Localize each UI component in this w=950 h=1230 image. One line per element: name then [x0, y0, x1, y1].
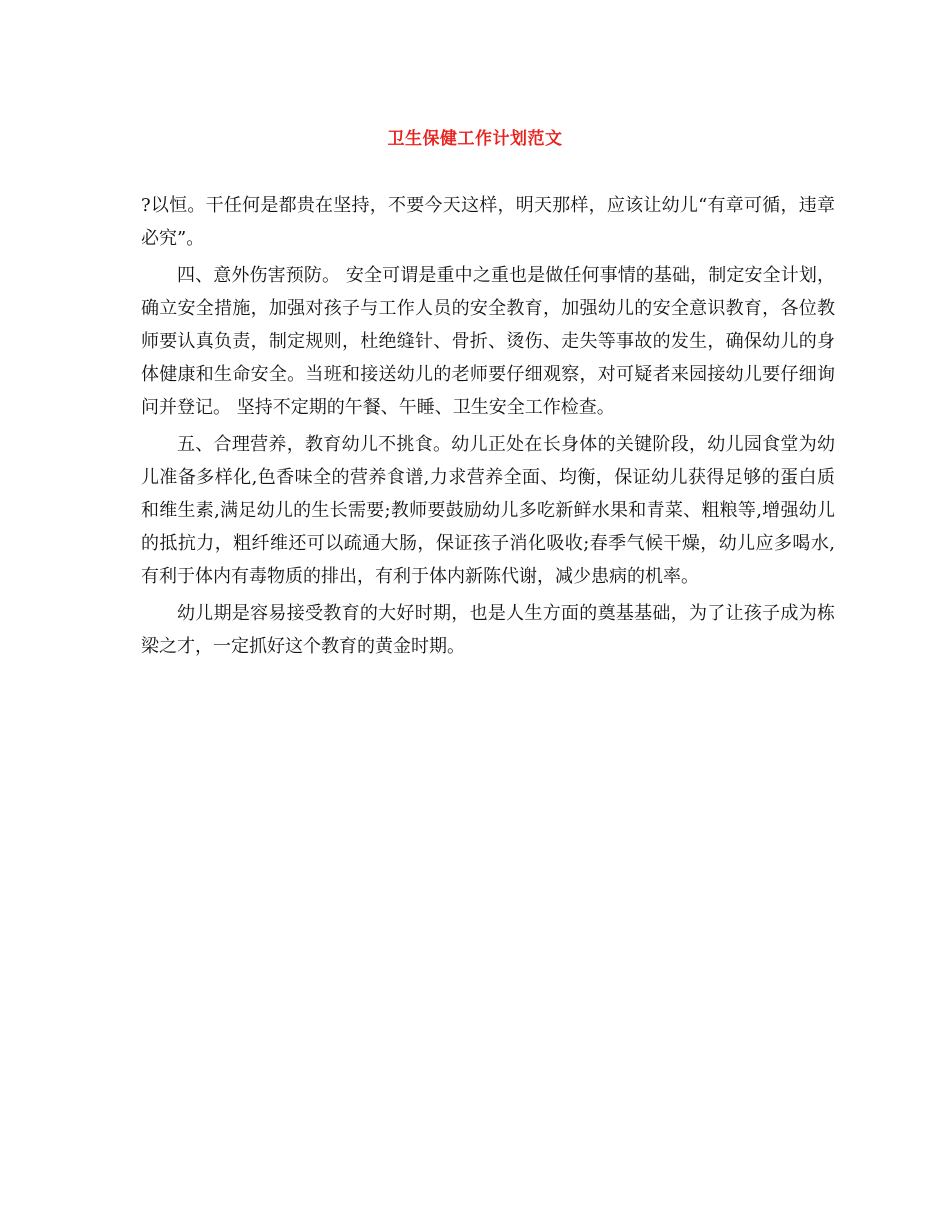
- document-title: 卫生保健工作计划范文: [387, 129, 563, 149]
- paragraph-2: 四、意外伤害预防。 安全可谓是重中之重也是做任何事情的基础，制定安全计划，确立安全措施，加强对孩子与工作人员的安全教育，加强幼儿的安全意识教育，各位教师要认真负责，制定规则，杜绝缝针、骨折、烫伤、走失等事故的发生，确保幼儿的身体健康和生命安全。当班和接送幼儿的老师要仔细观察，对可疑者来园接幼儿要仔细询问并登记。 坚持不定期的午餐、午睡、卫生安全工作检查。: [141, 265, 835, 418]
- paragraph-4: 幼儿期是容易接受教育的大好时期，也是人生方面的奠基基础，为了让孩子成为栋梁之才，一定抓好这个教育的黄金时期。: [141, 603, 835, 657]
- paragraph-3: 五、合理营养，教育幼儿不挑食。幼儿正处在长身体的关键阶段，幼儿园食堂为幼儿准备多样化,色香味全的营养食谱,力求营养全面、均衡，保证幼儿获得足够的蛋白质和维生素,满足幼儿的生长需要;教师要鼓励幼儿多吃新鲜水果和青菜、粗粮等,增强幼儿的抵抗力，粗纤维还可以疏通大肠，保证孩子消化吸收;春季气候干燥，幼儿应多喝水,有利于体内有毒物质的排出，有利于体内新陈代谢，减少患病的机率。: [141, 434, 835, 587]
- document-body: [141, 189, 835, 667]
- paragraph-1: ?以恒。干任何是都贵在坚持，不要今天这样，明天那样，应该让幼儿“有章可循，违章必究”。: [141, 195, 835, 249]
